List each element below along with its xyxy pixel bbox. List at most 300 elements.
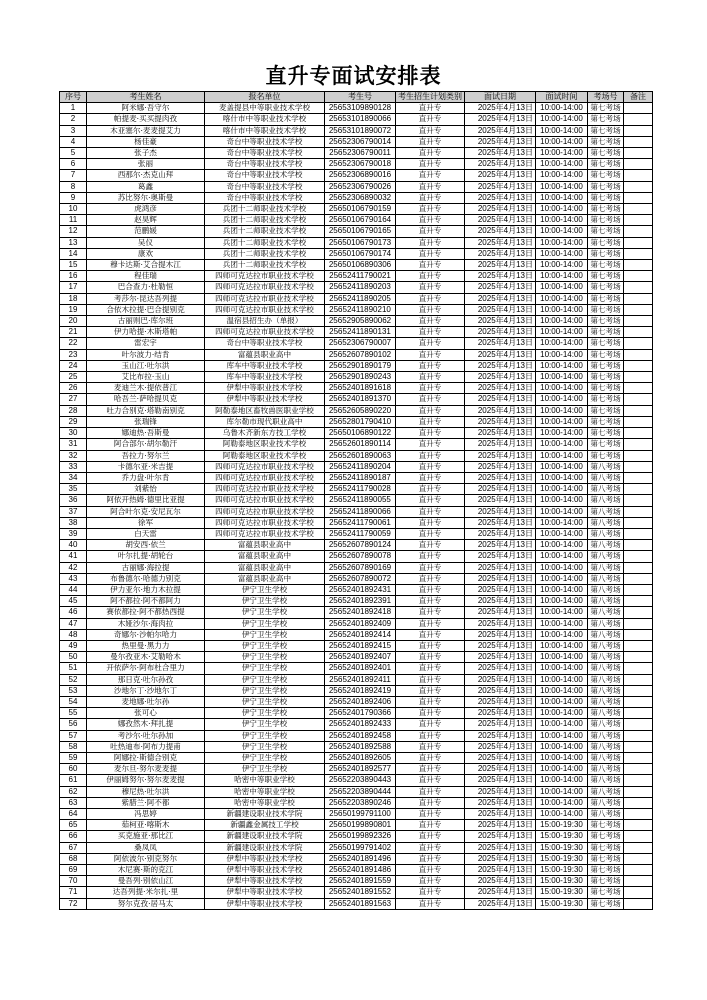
cell-index: 16: [60, 271, 87, 282]
cell-index: 70: [60, 876, 87, 887]
cell-remarks: [624, 125, 653, 136]
cell-time: 10:00-14:00: [536, 148, 588, 159]
cell-room: 第八考场: [588, 730, 624, 741]
cell-exam-id: 25652203890246: [325, 797, 396, 808]
cell-school: 伊宁卫生学校: [205, 741, 325, 752]
cell-index: 2: [60, 114, 87, 125]
cell-index: 60: [60, 764, 87, 775]
cell-date: 2025年4月13日: [465, 125, 536, 136]
cell-name: 吐力合别克·塔勒南别克: [87, 405, 205, 416]
table-row: [60, 103, 653, 114]
header-school: 报名单位: [205, 92, 325, 103]
cell-remarks: [624, 293, 653, 304]
cell-plan-type: 直升专: [396, 898, 465, 909]
cell-school: 伊宁卫生学校: [205, 663, 325, 674]
cell-room: 第七考场: [588, 170, 624, 181]
cell-name: 程佳瑞: [87, 271, 205, 282]
cell-remarks: [624, 842, 653, 853]
cell-remarks: [624, 237, 653, 248]
cell-name: 阿米娜·吾守尔: [87, 103, 205, 114]
cell-name: 沙地尔丁·沙地尔丁: [87, 685, 205, 696]
table-row: [60, 114, 653, 125]
cell-date: 2025年4月13日: [465, 237, 536, 248]
cell-plan-type: 直升专: [396, 338, 465, 349]
table-row: [60, 696, 653, 707]
cell-plan-type: 直升专: [396, 360, 465, 371]
cell-index: 63: [60, 797, 87, 808]
cell-room: 第八考场: [588, 495, 624, 506]
cell-index: 1: [60, 103, 87, 114]
cell-index: 7: [60, 170, 87, 181]
cell-school: 伊宁卫生学校: [205, 584, 325, 595]
cell-date: 2025年4月13日: [465, 540, 536, 551]
cell-plan-type: 直升专: [396, 820, 465, 831]
cell-remarks: [624, 159, 653, 170]
table-row: [60, 136, 653, 147]
table-row: [60, 282, 653, 293]
header-date: 面试日期: [465, 92, 536, 103]
cell-school: 奇台中等职业技术学校: [205, 159, 325, 170]
cell-exam-id: 25652601890114: [325, 439, 396, 450]
cell-exam-id: 25652605890220: [325, 405, 396, 416]
cell-index: 66: [60, 831, 87, 842]
header-name: 考生姓名: [87, 92, 205, 103]
cell-room: 第七考场: [588, 887, 624, 898]
cell-school: 四师可克达拉市职业技术学校: [205, 484, 325, 495]
cell-name: 伊力哈提·木斯塔帕: [87, 327, 205, 338]
cell-school: 富蕴县职业高中: [205, 540, 325, 551]
cell-name: 阿依开热姆·德里比亚提: [87, 495, 205, 506]
cell-school: 富蕴县职业高中: [205, 573, 325, 584]
cell-school: 伊宁卫生学校: [205, 730, 325, 741]
cell-exam-id: 25652401892458: [325, 730, 396, 741]
cell-name: 阿不都拉·阿不都阿力: [87, 596, 205, 607]
cell-time: 10:00-14:00: [536, 383, 588, 394]
cell-plan-type: 直升专: [396, 629, 465, 640]
cell-school: 伊宁卫生学校: [205, 629, 325, 640]
cell-index: 45: [60, 596, 87, 607]
cell-time: 10:00-14:00: [536, 327, 588, 338]
cell-school: 奇台中等职业技术学校: [205, 148, 325, 159]
interview-schedule-table: [59, 91, 653, 910]
cell-name: 冯思婷: [87, 809, 205, 820]
cell-exam-id: 25652306890016: [325, 170, 396, 181]
cell-room: 第七考场: [588, 226, 624, 237]
cell-index: 33: [60, 461, 87, 472]
cell-remarks: [624, 708, 653, 719]
cell-plan-type: 直升专: [396, 652, 465, 663]
cell-school: 四师可克达拉市职业技术学校: [205, 472, 325, 483]
cell-date: 2025年4月13日: [465, 696, 536, 707]
cell-exam-id: 25652607890078: [325, 551, 396, 562]
table-row: [60, 741, 653, 752]
cell-exam-id: 25652411890131: [325, 327, 396, 338]
cell-exam-id: 25652607890072: [325, 573, 396, 584]
table-row: [60, 752, 653, 763]
cell-school: 伊宁卫生学校: [205, 685, 325, 696]
header-remarks: 备注: [624, 92, 653, 103]
cell-remarks: [624, 327, 653, 338]
cell-plan-type: 直升专: [396, 304, 465, 315]
cell-time: 10:00-14:00: [536, 293, 588, 304]
cell-remarks: [624, 786, 653, 797]
cell-name: 哈吾兰·萨哈提贝克: [87, 394, 205, 405]
cell-name: 达吾列提·米尔扎·里: [87, 887, 205, 898]
cell-index: 30: [60, 428, 87, 439]
cell-plan-type: 直升专: [396, 517, 465, 528]
cell-remarks: [624, 528, 653, 539]
cell-date: 2025年4月13日: [465, 439, 536, 450]
cell-name: 那日克·吐尔孙孜: [87, 674, 205, 685]
cell-room: 第七考场: [588, 853, 624, 864]
cell-room: 第八考场: [588, 596, 624, 607]
cell-room: 第八考场: [588, 764, 624, 775]
cell-school: 阿勒泰地区职业技术学校: [205, 439, 325, 450]
cell-school: 奇台中等职业技术学校: [205, 136, 325, 147]
cell-plan-type: 直升专: [396, 696, 465, 707]
cell-plan-type: 直升专: [396, 181, 465, 192]
table-row: [60, 573, 653, 584]
cell-remarks: [624, 696, 653, 707]
table-row: [60, 506, 653, 517]
header-plan-type: 考生招生计划类别: [396, 92, 465, 103]
cell-plan-type: 直升专: [396, 809, 465, 820]
cell-time: 10:00-14:00: [536, 752, 588, 763]
cell-date: 2025年4月13日: [465, 820, 536, 831]
cell-name: 木娅沙尔·海肉拉: [87, 618, 205, 629]
cell-time: 10:00-14:00: [536, 730, 588, 741]
cell-name: 曼吾列·别依山江: [87, 876, 205, 887]
cell-time: 10:00-14:00: [536, 652, 588, 663]
cell-date: 2025年4月13日: [465, 148, 536, 159]
table-row: [60, 708, 653, 719]
table-row: [60, 842, 653, 853]
cell-date: 2025年4月13日: [465, 685, 536, 696]
table-row: [60, 629, 653, 640]
cell-date: 2025年4月13日: [465, 831, 536, 842]
cell-time: 10:00-14:00: [536, 248, 588, 259]
cell-time: 10:00-14:00: [536, 674, 588, 685]
cell-plan-type: 直升专: [396, 114, 465, 125]
table-row: [60, 248, 653, 259]
cell-name: 热里曼·黑力力: [87, 640, 205, 651]
cell-remarks: [624, 551, 653, 562]
cell-date: 2025年4月13日: [465, 428, 536, 439]
cell-plan-type: 直升专: [396, 103, 465, 114]
cell-remarks: [624, 472, 653, 483]
cell-remarks: [624, 517, 653, 528]
cell-index: 9: [60, 192, 87, 203]
cell-time: 10:00-14:00: [536, 562, 588, 573]
cell-date: 2025年4月13日: [465, 383, 536, 394]
cell-time: 10:00-14:00: [536, 584, 588, 595]
cell-remarks: [624, 752, 653, 763]
cell-exam-id: 25652306790011: [325, 148, 396, 159]
cell-time: 10:00-14:00: [536, 640, 588, 651]
cell-plan-type: 直升专: [396, 663, 465, 674]
cell-room: 第七考场: [588, 383, 624, 394]
cell-date: 2025年4月13日: [465, 517, 536, 528]
cell-plan-type: 直升专: [396, 248, 465, 259]
table-row: [60, 607, 653, 618]
cell-name: 白天雷: [87, 528, 205, 539]
cell-room: 第七考场: [588, 831, 624, 842]
cell-school: 伊宁卫生学校: [205, 596, 325, 607]
cell-date: 2025年4月13日: [465, 584, 536, 595]
cell-room: 第七考场: [588, 293, 624, 304]
cell-exam-id: 25652306790018: [325, 159, 396, 170]
cell-name: 卡德尔亚·米吉提: [87, 461, 205, 472]
cell-exam-id: 25653101890066: [325, 114, 396, 125]
cell-plan-type: 直升专: [396, 842, 465, 853]
cell-remarks: [624, 797, 653, 808]
cell-name: 吐热迪布·阿布力提甫: [87, 741, 205, 752]
table-row: [60, 865, 653, 876]
cell-school: 四师可克达拉市职业技术学校: [205, 293, 325, 304]
cell-remarks: [624, 853, 653, 864]
cell-remarks: [624, 663, 653, 674]
cell-school: 阿勒泰地区职业技术学校: [205, 450, 325, 461]
cell-room: 第八考场: [588, 618, 624, 629]
cell-school: 喀什市中等职业技术学校: [205, 125, 325, 136]
table-row: [60, 562, 653, 573]
cell-index: 18: [60, 293, 87, 304]
cell-exam-id: 25652607890102: [325, 349, 396, 360]
cell-date: 2025年4月13日: [465, 708, 536, 719]
cell-plan-type: 直升专: [396, 584, 465, 595]
cell-exam-id: 25652203890443: [325, 775, 396, 786]
cell-plan-type: 直升专: [396, 551, 465, 562]
cell-date: 2025年4月13日: [465, 876, 536, 887]
cell-index: 69: [60, 865, 87, 876]
cell-index: 32: [60, 450, 87, 461]
cell-exam-id: 25652411890187: [325, 472, 396, 483]
cell-date: 2025年4月13日: [465, 528, 536, 539]
cell-index: 46: [60, 607, 87, 618]
cell-index: 43: [60, 573, 87, 584]
cell-time: 10:00-14:00: [536, 271, 588, 282]
table-row: [60, 517, 653, 528]
cell-name: 巴合查力·杜勒恒: [87, 282, 205, 293]
cell-date: 2025年4月13日: [465, 316, 536, 327]
cell-time: 10:00-14:00: [536, 764, 588, 775]
cell-exam-id: 25652306890032: [325, 192, 396, 203]
cell-time: 10:00-14:00: [536, 226, 588, 237]
cell-plan-type: 直升专: [396, 159, 465, 170]
cell-exam-id: 25652401892605: [325, 752, 396, 763]
cell-room: 第八考场: [588, 786, 624, 797]
cell-remarks: [624, 573, 653, 584]
cell-room: 第七考场: [588, 865, 624, 876]
cell-name: 娜孜然木·拜扎提: [87, 719, 205, 730]
table-row: [60, 148, 653, 159]
cell-exam-id: 25650106790173: [325, 237, 396, 248]
cell-name: 麦尔旦·努尔麦麦提: [87, 764, 205, 775]
cell-room: 第八考场: [588, 797, 624, 808]
table-row: [60, 876, 653, 887]
cell-plan-type: 直升专: [396, 685, 465, 696]
cell-date: 2025年4月13日: [465, 159, 536, 170]
cell-plan-type: 直升专: [396, 752, 465, 763]
cell-room: 第八考场: [588, 472, 624, 483]
cell-exam-id: 25650106790174: [325, 248, 396, 259]
cell-remarks: [624, 876, 653, 887]
cell-room: 第七考场: [588, 215, 624, 226]
cell-time: 15:00-19:30: [536, 842, 588, 853]
cell-room: 第七考场: [588, 103, 624, 114]
cell-name: 杨佳豪: [87, 136, 205, 147]
cell-exam-id: 25650199791100: [325, 809, 396, 820]
cell-exam-id: 25652401892401: [325, 663, 396, 674]
cell-school: 四师可克达拉市职业技术学校: [205, 282, 325, 293]
cell-index: 35: [60, 484, 87, 495]
cell-room: 第八考场: [588, 562, 624, 573]
cell-exam-id: 25650106890306: [325, 260, 396, 271]
cell-time: 10:00-14:00: [536, 797, 588, 808]
table-row: [60, 293, 653, 304]
cell-plan-type: 直升专: [396, 125, 465, 136]
cell-date: 2025年4月13日: [465, 573, 536, 584]
cell-name: 茹柯亚·喀斯木: [87, 820, 205, 831]
cell-index: 4: [60, 136, 87, 147]
cell-remarks: [624, 338, 653, 349]
cell-remarks: [624, 775, 653, 786]
cell-room: 第七考场: [588, 136, 624, 147]
cell-time: 10:00-14:00: [536, 484, 588, 495]
cell-name: 桑凤凤: [87, 842, 205, 853]
cell-plan-type: 直升专: [396, 383, 465, 394]
cell-time: 10:00-14:00: [536, 136, 588, 147]
cell-name: 吴仪: [87, 237, 205, 248]
cell-school: 四师可克达拉市职业技术学校: [205, 517, 325, 528]
cell-name: 紫腊兰·阿不都: [87, 797, 205, 808]
table-row: [60, 394, 653, 405]
cell-plan-type: 直升专: [396, 775, 465, 786]
cell-room: 第七考场: [588, 898, 624, 909]
cell-plan-type: 直升专: [396, 148, 465, 159]
table-row: [60, 674, 653, 685]
cell-plan-type: 直升专: [396, 372, 465, 383]
cell-plan-type: 直升专: [396, 741, 465, 752]
cell-exam-id: 25652411890210: [325, 304, 396, 315]
table-row: [60, 596, 653, 607]
cell-index: 14: [60, 248, 87, 259]
cell-school: 富蕴县职业高中: [205, 551, 325, 562]
cell-date: 2025年4月13日: [465, 282, 536, 293]
cell-time: 10:00-14:00: [536, 495, 588, 506]
cell-plan-type: 直升专: [396, 640, 465, 651]
cell-exam-id: 25652401891370: [325, 394, 396, 405]
cell-remarks: [624, 865, 653, 876]
cell-remarks: [624, 629, 653, 640]
cell-exam-id: 25652401891563: [325, 898, 396, 909]
cell-name: 曼尔孜亚木·艾勒哈木: [87, 652, 205, 663]
cell-remarks: [624, 204, 653, 215]
cell-name: 木尼赛·斯的克江: [87, 865, 205, 876]
cell-school: 喀什市中等职业技术学校: [205, 114, 325, 125]
cell-time: 10:00-14:00: [536, 282, 588, 293]
cell-room: 第七考场: [588, 876, 624, 887]
table-row: [60, 528, 653, 539]
cell-school: 伊宁卫生学校: [205, 764, 325, 775]
cell-remarks: [624, 618, 653, 629]
cell-name: 伊力亚尔·地力木拉提: [87, 584, 205, 595]
cell-remarks: [624, 831, 653, 842]
cell-name: 乔力盘·叶尔肯: [87, 472, 205, 483]
cell-room: 第七考场: [588, 327, 624, 338]
cell-room: 第八考场: [588, 719, 624, 730]
cell-name: 葛鑫: [87, 181, 205, 192]
page-title: 直升专面试安排表: [265, 64, 442, 88]
cell-school: 哈密中等职业学校: [205, 786, 325, 797]
cell-remarks: [624, 439, 653, 450]
cell-school: 兵团十二师职业技术学校: [205, 204, 325, 215]
cell-room: 第八考场: [588, 685, 624, 696]
cell-exam-id: 25652401891486: [325, 865, 396, 876]
cell-index: 49: [60, 640, 87, 651]
table-row: [60, 652, 653, 663]
cell-exam-id: 25652411790021: [325, 271, 396, 282]
cell-room: 第七考场: [588, 450, 624, 461]
cell-remarks: [624, 260, 653, 271]
cell-date: 2025年4月13日: [465, 786, 536, 797]
table-row: [60, 338, 653, 349]
cell-date: 2025年4月13日: [465, 248, 536, 259]
cell-index: 67: [60, 842, 87, 853]
cell-index: 47: [60, 618, 87, 629]
table-row: [60, 831, 653, 842]
cell-exam-id: 25650199791402: [325, 842, 396, 853]
cell-date: 2025年4月13日: [465, 719, 536, 730]
cell-plan-type: 直升专: [396, 887, 465, 898]
cell-index: 50: [60, 652, 87, 663]
cell-plan-type: 直升专: [396, 797, 465, 808]
cell-name: 艾比布拉·玉山: [87, 372, 205, 383]
cell-exam-id: 25652411790061: [325, 517, 396, 528]
cell-room: 第七考场: [588, 260, 624, 271]
cell-time: 10:00-14:00: [536, 428, 588, 439]
cell-date: 2025年4月13日: [465, 260, 536, 271]
cell-room: 第七考场: [588, 416, 624, 427]
cell-date: 2025年4月13日: [465, 349, 536, 360]
cell-date: 2025年4月13日: [465, 461, 536, 472]
cell-index: 3: [60, 125, 87, 136]
cell-room: 第八考场: [588, 696, 624, 707]
cell-time: 10:00-14:00: [536, 349, 588, 360]
table-row: [60, 271, 653, 282]
cell-remarks: [624, 640, 653, 651]
cell-school: 兵团十二师职业技术学校: [205, 248, 325, 259]
cell-exam-id: 25652411890205: [325, 293, 396, 304]
cell-time: 10:00-14:00: [536, 506, 588, 517]
cell-index: 53: [60, 685, 87, 696]
cell-date: 2025年4月13日: [465, 181, 536, 192]
cell-remarks: [624, 809, 653, 820]
cell-plan-type: 直升专: [396, 136, 465, 147]
cell-date: 2025年4月13日: [465, 136, 536, 147]
cell-remarks: [624, 226, 653, 237]
cell-date: 2025年4月13日: [465, 226, 536, 237]
cell-time: 10:00-14:00: [536, 394, 588, 405]
cell-name: 西那尔·杰克山拜: [87, 170, 205, 181]
cell-date: 2025年4月13日: [465, 360, 536, 371]
cell-room: 第八考场: [588, 741, 624, 752]
cell-date: 2025年4月13日: [465, 730, 536, 741]
cell-name: 奇娜尔·沙帕尔哈力: [87, 629, 205, 640]
cell-remarks: [624, 495, 653, 506]
cell-time: 10:00-14:00: [536, 696, 588, 707]
cell-exam-id: 25652401892588: [325, 741, 396, 752]
